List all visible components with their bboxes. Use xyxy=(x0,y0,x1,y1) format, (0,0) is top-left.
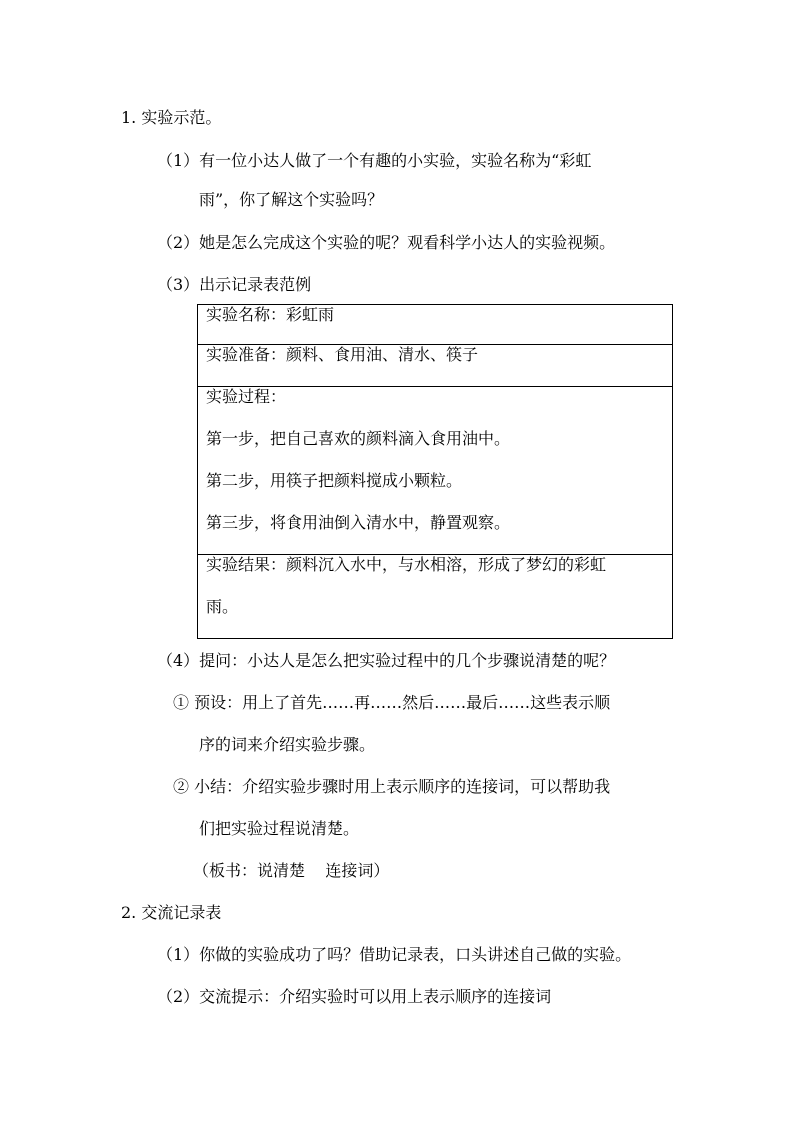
section1-item3: （3）出示记录表范例 xyxy=(157,275,312,294)
sub1-line1: ① 预设：用上了首先……再……然后……最后……这些表示顺 xyxy=(173,693,611,712)
table-row-name xyxy=(198,305,673,345)
table-row-result xyxy=(198,555,673,639)
section2-item2: （2）交流提示：介绍实验时可以用上表示顺序的连接词 xyxy=(157,987,552,1006)
result-line-2: 雨。 xyxy=(206,597,239,616)
section1-item1-line2: 雨”，你了解这个实验吗？ xyxy=(199,190,384,209)
process-step-3: 第三步，将食用油倒入清水中，静置观察。 xyxy=(206,513,511,532)
table-row-process xyxy=(198,387,673,555)
sub1-line2: 序的词来介绍实验步骤。 xyxy=(199,735,376,754)
experiment-name: 实验名称：彩虹雨 xyxy=(206,305,335,324)
sub2-line1: ② 小结：介绍实验步骤时用上表示顺序的连接词，可以帮助我 xyxy=(173,777,611,796)
process-step-1: 第一步，把自己喜欢的颜料滴入食用油中。 xyxy=(206,429,511,448)
section1-item1-line1: （1）有一位小达人做了一个有趣的小实验，实验名称为“彩虹 xyxy=(157,151,592,170)
section2-item1: （1）你做的实验成功了吗？借助记录表，口头讲述自己做的实验。 xyxy=(157,945,632,964)
result-line-1: 实验结果：颜料沉入水中，与水相溶，形成了梦幻的彩虹 xyxy=(206,555,607,574)
experiment-prep: 实验准备：颜料、食用油、清水、筷子 xyxy=(206,345,479,364)
board-note: （板书：说清楚 连接词） xyxy=(193,861,390,880)
table-row-prep xyxy=(198,345,673,387)
process-title: 实验过程： xyxy=(206,387,287,406)
section1-item2: （2）她是怎么完成这个实验的呢？观看科学小达人的实验视频。 xyxy=(157,233,616,252)
record-table xyxy=(197,304,673,639)
sub2-line2: 们把实验过程说清楚。 xyxy=(199,819,360,838)
section1-heading: 1. 实验示范。 xyxy=(121,108,222,127)
process-step-2: 第二步，用筷子把颜料搅成小颗粒。 xyxy=(206,471,463,490)
section1-item4: （4）提问：小达人是怎么把实验过程中的几个步骤说清楚的呢？ xyxy=(157,651,616,670)
section2-heading: 2. 交流记录表 xyxy=(121,903,222,922)
